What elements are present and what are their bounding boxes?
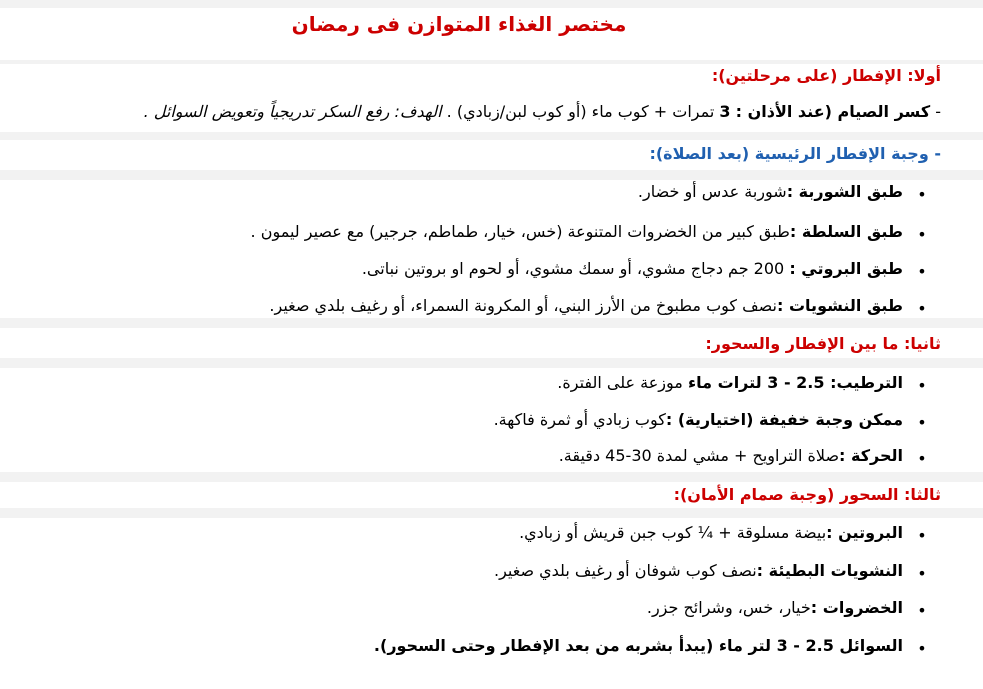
break-fast-line (0, 101, 941, 123)
bullet-1: • (917, 185, 927, 204)
break-fast-number: 3 (719, 102, 731, 121)
band-1 (0, 132, 983, 140)
item-text: نصف كوب شوفان أو رغيف بلدي صغير. (493, 561, 757, 580)
list-item (0, 258, 903, 280)
band-5 (0, 472, 983, 482)
main-meal-heading: - وجبة الإفطار الرئيسية (بعد الصلاة): (649, 144, 941, 163)
break-fast-goal-text: رفع السكر تدريجياً وتعويض السوائل . (143, 102, 390, 121)
bullet-2: • (917, 225, 927, 244)
item-text: موزعة على الفترة. (557, 373, 688, 392)
list-item (0, 522, 903, 544)
band-6 (0, 508, 983, 518)
bullet-5: • (917, 376, 927, 395)
bullet-9: • (917, 564, 927, 583)
item-label: السوائل 2.5 - 3 لتر ماء (يبدأ بشربه من بعد الإفطار وحتى السحور). (373, 636, 903, 655)
band-4 (0, 358, 983, 368)
list-item (0, 635, 903, 657)
bullet-4: • (917, 299, 927, 318)
item-label: طبق البروتي : (789, 259, 903, 278)
item-label: الحركة : (839, 446, 903, 465)
item-label: ممكن وجبة خفيفة (اختيارية) : (665, 410, 903, 429)
bullet-8: • (917, 526, 927, 545)
list-item (0, 221, 903, 243)
list-item (0, 560, 903, 582)
item-text: نصف كوب مطبوخ من الأرز البني، أو المكرونة السمراء، أو رغيف بلدي صغير. (269, 296, 777, 315)
bullet-3: • (917, 262, 927, 281)
bullet-7: • (917, 449, 927, 468)
item-text: خيار، خس، وشرائح جزر. (646, 598, 811, 617)
section1-heading: أولا: الإفطار (على مرحلتين): (711, 66, 941, 85)
list-item (0, 409, 903, 431)
item-text: صلاة التراويح + مشي لمدة 30-45 دقيقة. (558, 446, 840, 465)
break-fast-goal-label: الهدف: (394, 102, 442, 121)
item-text: 200 جم دجاج مشوي، أو سمك مشوي، أو لحوم او بروتين نباتى. (361, 259, 790, 278)
section3-heading: ثالثا: السحور (وجبة صمام الأمان): (673, 485, 941, 504)
item-label: طبق السلطة : (789, 222, 903, 241)
item-label: النشويات البطيئة : (756, 561, 903, 580)
item-text: شوربة عدس أو خضار. (637, 182, 787, 201)
item-label: الترطيب: 2.5 - 3 لترات ماء (687, 373, 903, 392)
band-3 (0, 318, 983, 328)
list-item (0, 295, 903, 317)
break-fast-prefix: - (930, 102, 941, 121)
item-label: طبق الشوربة : (786, 182, 903, 201)
break-fast-label: كسر الصيام (عند الأذان : (735, 102, 931, 121)
item-text: بيضة مسلوقة + ¼ كوب جبن قريش أو زبادي. (519, 523, 827, 542)
band-top (0, 0, 983, 8)
page-title: مختصر الغذاء المتوازن فى رمضان (291, 12, 627, 36)
list-item (0, 372, 903, 394)
break-fast-text: تمرات + كوب ماء (أو كوب لبن/زبادي) . (446, 102, 715, 121)
list-item (0, 445, 903, 467)
bullet-11: • (917, 639, 927, 658)
item-label: البروتين : (826, 523, 903, 542)
item-text: كوب زبادي أو ثمرة فاكهة. (493, 410, 666, 429)
list-item (0, 181, 903, 203)
bullet-6: • (917, 413, 927, 432)
item-label: الخضروات : (810, 598, 903, 617)
list-item (0, 597, 903, 619)
item-text: طبق كبير من الخضروات المتنوعة (خس، خيار، طماطم، جرجير) مع عصير ليمون . (250, 222, 790, 241)
section2-heading: ثانيا: ما بين الإفطار والسحور: (705, 334, 941, 353)
bullet-10: • (917, 601, 927, 620)
band-2 (0, 170, 983, 180)
item-label: طبق النشويات : (777, 296, 903, 315)
band-7 (0, 60, 983, 64)
